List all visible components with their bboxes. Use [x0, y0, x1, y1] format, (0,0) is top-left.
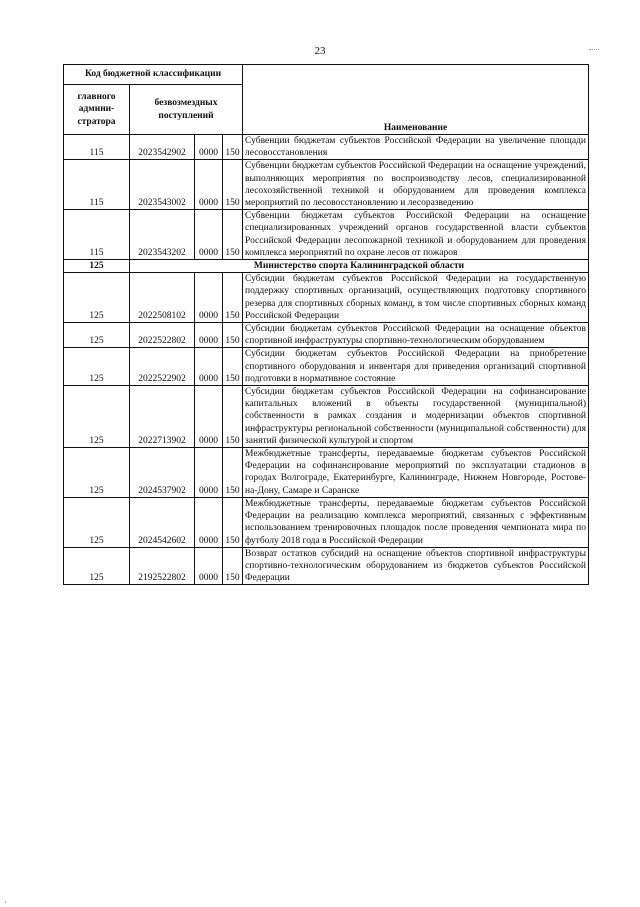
kosgu-code: 150 — [223, 386, 243, 448]
table-row — [64, 448, 589, 498]
item-name: Субсидии бюджетам субъектов Российской Федерации на оснащение объектов спортивной инфраструктуры спортивно-технологическим оборудованием — [243, 323, 589, 348]
income-code: 2022508102 — [130, 273, 195, 323]
kosgu-code: 150 — [223, 273, 243, 323]
income-code: 2022522902 — [130, 348, 195, 386]
admin-code: 115 — [64, 160, 130, 210]
income-code: 2192522802 — [130, 547, 195, 585]
margin-mark: · — [4, 897, 7, 907]
page-number: 23 — [314, 45, 326, 57]
subtype-code: 0000 — [195, 547, 223, 585]
table-row — [64, 497, 589, 547]
section-title: Министерство спорта Калининградской области — [130, 260, 589, 273]
admin-code: 125 — [64, 448, 130, 498]
admin-code: 115 — [64, 210, 130, 260]
income-code: 2022713902 — [130, 386, 195, 448]
income-code: 2023542902 — [130, 135, 195, 160]
kosgu-code: 150 — [223, 323, 243, 348]
subtype-code: 0000 — [195, 497, 223, 547]
header-main-admin: главного админи-стратора — [64, 85, 130, 135]
budget-classification-table — [63, 64, 589, 585]
income-code: 2023543002 — [130, 160, 195, 210]
subtype-code: 0000 — [195, 386, 223, 448]
income-code: 2023543202 — [130, 210, 195, 260]
header-budget-code: Код бюджетной классификации — [64, 65, 243, 85]
admin-code: 125 — [64, 497, 130, 547]
item-name: Межбюджетные трансферты, передаваемые бюджетам субъектов Российской Федерации на реализацию комплекса мероприятий, связанных с эффективным использованием тренировочных площадок после проведения чемпионата мира по футболу 2018 года в Российской Федерации — [243, 497, 589, 547]
margin-dash — [589, 49, 599, 50]
table-row — [64, 547, 589, 585]
subtype-code: 0000 — [195, 160, 223, 210]
kosgu-code: 150 — [223, 448, 243, 498]
kosgu-code: 150 — [223, 348, 243, 386]
item-name: Субсидии бюджетам субъектов Российской Федерации на софинансирование капитальных вложений в объекты государственной (муниципальной) собственности в рамках создания и модернизации объектов спортивной инфраструктуры региональной собственности (муниципальной собственности) для занятий физической культурой и спортом — [243, 386, 589, 448]
header-free-receipts: безвозмездных поступлений — [130, 85, 243, 135]
table-row — [64, 386, 589, 448]
subtype-code: 0000 — [195, 210, 223, 260]
income-code: 2022522802 — [130, 323, 195, 348]
section-row — [64, 260, 589, 273]
kosgu-code: 150 — [223, 497, 243, 547]
admin-code: 125 — [64, 260, 130, 273]
item-name: Субвенции бюджетам субъектов Российской Федерации на оснащение специализированных учреждений органов государственной власти субъектов Российской Федерации лесопожарной техникой и оборудованием для проведения комплекса мероприятий по охране лесов от пожаров — [243, 210, 589, 260]
item-name: Межбюджетные трансферты, передаваемые бюджетам субъектов Российской Федерации на софинансирование мероприятий по эксплуатации стадионов в городах Волгограде, Екатеринбурге, Калининграде, Нижнем Новгороде, Ростове-на-Дону, Самаре и Саранске — [243, 448, 589, 498]
item-name: Субсидии бюджетам субъектов Российской Федерации на государственную поддержку спортивных организаций, осуществляющих подготовку спортивного резерва для спортивных сборных команд, в том числе спортивных сборных команд Российской Федерации — [243, 273, 589, 323]
income-code: 2024542602 — [130, 497, 195, 547]
subtype-code: 0000 — [195, 273, 223, 323]
admin-code: 115 — [64, 135, 130, 160]
table-row — [64, 210, 589, 260]
admin-code: 125 — [64, 273, 130, 323]
subtype-code: 0000 — [195, 135, 223, 160]
item-name: Возврат остатков субсидий на оснащение объектов спортивной инфраструктуры спортивно-технологическим оборудованием из бюджетов субъектов Российской Федерации — [243, 547, 589, 585]
item-name: Субвенции бюджетам субъектов Российской Федерации на увеличение площади лесовосстановления — [243, 135, 589, 160]
subtype-code: 0000 — [195, 448, 223, 498]
kosgu-code: 150 — [223, 210, 243, 260]
kosgu-code: 150 — [223, 547, 243, 585]
kosgu-code: 150 — [223, 135, 243, 160]
table-row — [64, 273, 589, 323]
admin-code: 125 — [64, 323, 130, 348]
table-row — [64, 323, 589, 348]
table-row — [64, 348, 589, 386]
table-row — [64, 135, 589, 160]
item-name: Субсидии бюджетам субъектов Российской Федерации на приобретение спортивного оборудования и инвентаря для приведения организаций спортивной подготовки в нормативное состояние — [243, 348, 589, 386]
header-blank: Наименование — [243, 65, 589, 135]
table-row — [64, 160, 589, 210]
kosgu-code: 150 — [223, 160, 243, 210]
admin-code: 125 — [64, 386, 130, 448]
subtype-code: 0000 — [195, 323, 223, 348]
admin-code: 125 — [64, 547, 130, 585]
subtype-code: 0000 — [195, 348, 223, 386]
item-name: Субвенции бюджетам субъектов Российской Федерации на оснащение учреждений, выполняющих мероприятия по воспроизводству лесов, специализированной лесохозяйственной техникой и оборудованием для проведения комплекса мероприятий по лесовосстановлению и лесоразведению — [243, 160, 589, 210]
income-code: 2024537902 — [130, 448, 195, 498]
admin-code: 125 — [64, 348, 130, 386]
